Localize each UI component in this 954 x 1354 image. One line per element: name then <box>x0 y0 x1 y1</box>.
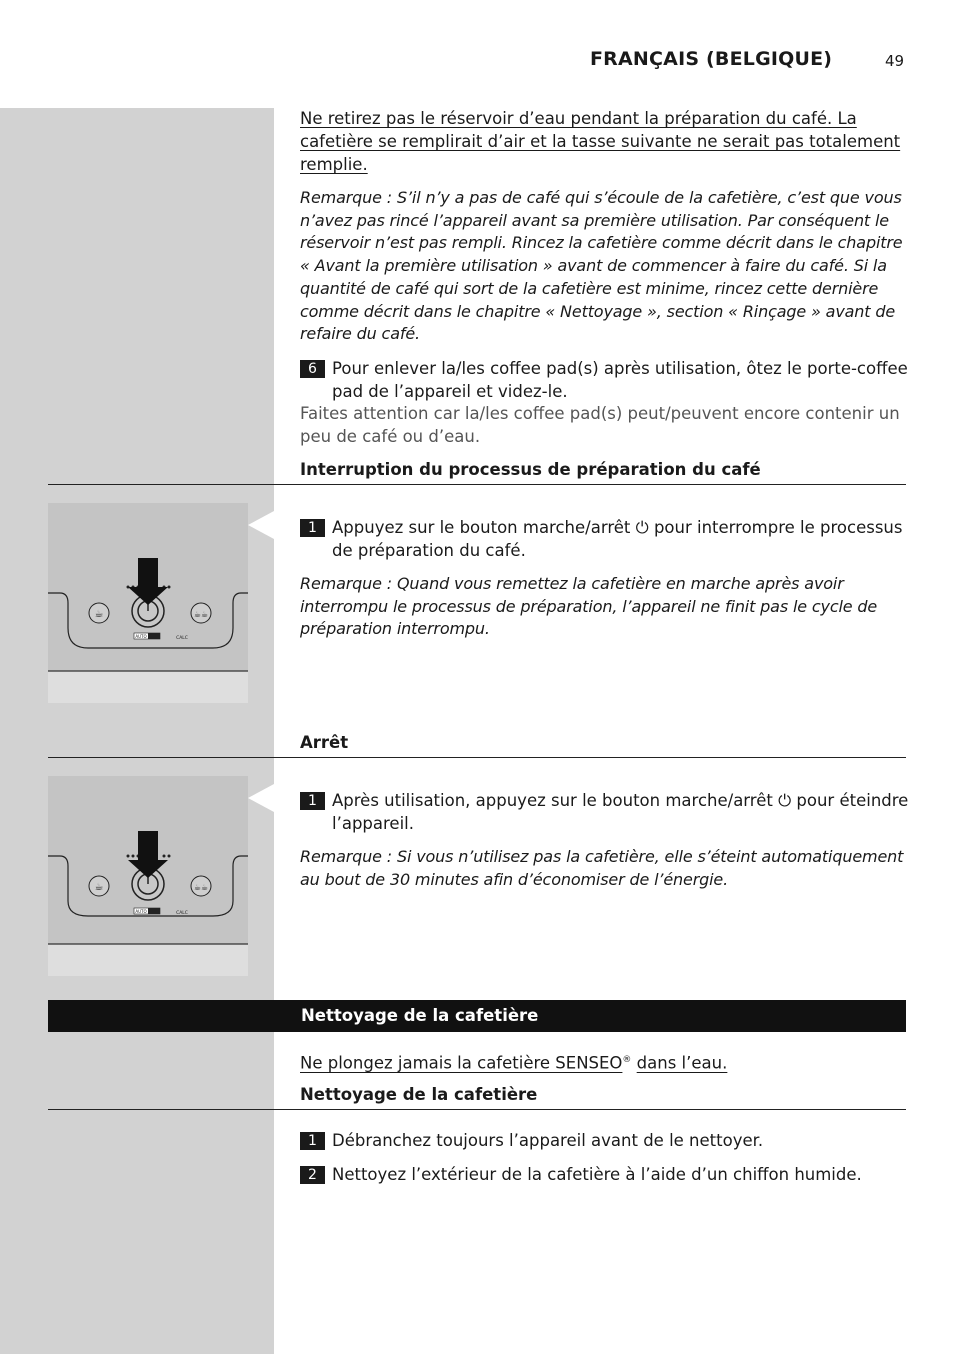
svg-text:☕☕: ☕☕ <box>193 883 209 892</box>
page-number: 49 <box>885 52 905 70</box>
power-icon: ⏻ <box>635 518 649 537</box>
illustration-pointer <box>248 511 274 539</box>
note-rinse: Remarque : S’il n’y a pas de café qui s’écoule de la cafetière, c’est que vous n’avez pas rincé l’appareil avant sa première utilisation. Par conséquent le réservoir n’est pas rempli. Rincez la cafetière comme décrit dans le chapitre « Avant la première utilisation » avant de commencer à faire du café. Si la quantité de café qui sort de la cafetière est minime, rincez cette dernière comme décrit dans le chapitre « Nettoyage », section « Rinçage » avant de refaire du café. <box>300 188 903 344</box>
step-6 <box>300 357 910 403</box>
registered-mark: ® <box>622 1055 632 1065</box>
auto-label: AUTO <box>135 909 147 914</box>
section-banner <box>48 1000 906 1032</box>
cleaning-warning: Ne plongez jamais la cafetière SENSEO® dans l’eau. <box>300 1053 728 1073</box>
step-text: Débranchez toujours l’appareil avant de le nettoyer. <box>332 1131 764 1150</box>
svg-text:☕: ☕ <box>94 882 104 893</box>
interruption-step-1 <box>300 516 910 562</box>
heading-cleaning: Nettoyage de la cafetière <box>300 1085 538 1104</box>
step-number: 1 <box>300 1132 325 1150</box>
step-number: 1 <box>300 519 325 537</box>
cleaning-step-2 <box>300 1163 910 1186</box>
heading-arret: Arrêt <box>300 733 349 752</box>
power-icon: ⏻ <box>778 791 792 810</box>
arret-step-1 <box>300 789 910 835</box>
step-text: Appuyez sur le bouton marche/arrêt ⏻ pour interrompre le processus de préparation du café. <box>332 518 903 560</box>
section-rule <box>48 1109 906 1110</box>
warning-water-tank: Ne retirez pas le réservoir d’eau pendant la préparation du café. La cafetière se remplirait d’air et la tasse suivante ne serait pas totalement remplie. <box>300 109 901 174</box>
calc-label: CALC <box>176 636 188 641</box>
svg-text:☕☕: ☕☕ <box>193 610 209 619</box>
calc-label: CALC <box>176 911 188 916</box>
step-number: 2 <box>300 1166 325 1184</box>
step-6-info: Faites attention car la/les coffee pad(s) peut/peuvent encore contenir un peu de café ou d’eau. <box>300 404 900 446</box>
cleaning-step-1 <box>300 1129 910 1152</box>
coffee-machine-power-button-illustration <box>48 503 248 703</box>
note-interruption: Remarque : Quand vous remettez la cafetière en marche après avoir interrompu le processus de préparation, l’appareil ne finit pas le cycle de préparation interrompu. <box>300 574 878 639</box>
coffee-machine-power-button-illustration <box>48 776 248 976</box>
section-language-title: FRANÇAIS (BELGIQUE) <box>590 48 833 70</box>
banner-title: Nettoyage de la cafetière <box>301 1006 539 1025</box>
step-text: Nettoyez l’extérieur de la cafetière à l’aide d’un chiffon humide. <box>332 1165 862 1184</box>
section-rule <box>48 484 906 485</box>
auto-label: AUTO <box>135 634 147 639</box>
heading-interruption: Interruption du processus de préparation du café <box>300 460 761 479</box>
step-text: Après utilisation, appuyez sur le bouton marche/arrêt ⏻ pour éteindre l’appareil. <box>332 791 909 833</box>
illustration-pointer <box>248 784 274 812</box>
step-text: Pour enlever la/les coffee pad(s) après utilisation, ôtez le porte-coffee pad de l’appareil et videz-le. <box>332 359 908 401</box>
left-margin-panel <box>0 108 274 1354</box>
svg-text:☕: ☕ <box>94 609 104 620</box>
step-number: 1 <box>300 792 325 810</box>
section-rule <box>48 757 906 758</box>
note-arret: Remarque : Si vous n’utilisez pas la cafetière, elle s’éteint automatiquement au bout de 30 minutes afin d’économiser de l’énergie. <box>300 847 904 889</box>
step-number: 6 <box>300 360 325 378</box>
